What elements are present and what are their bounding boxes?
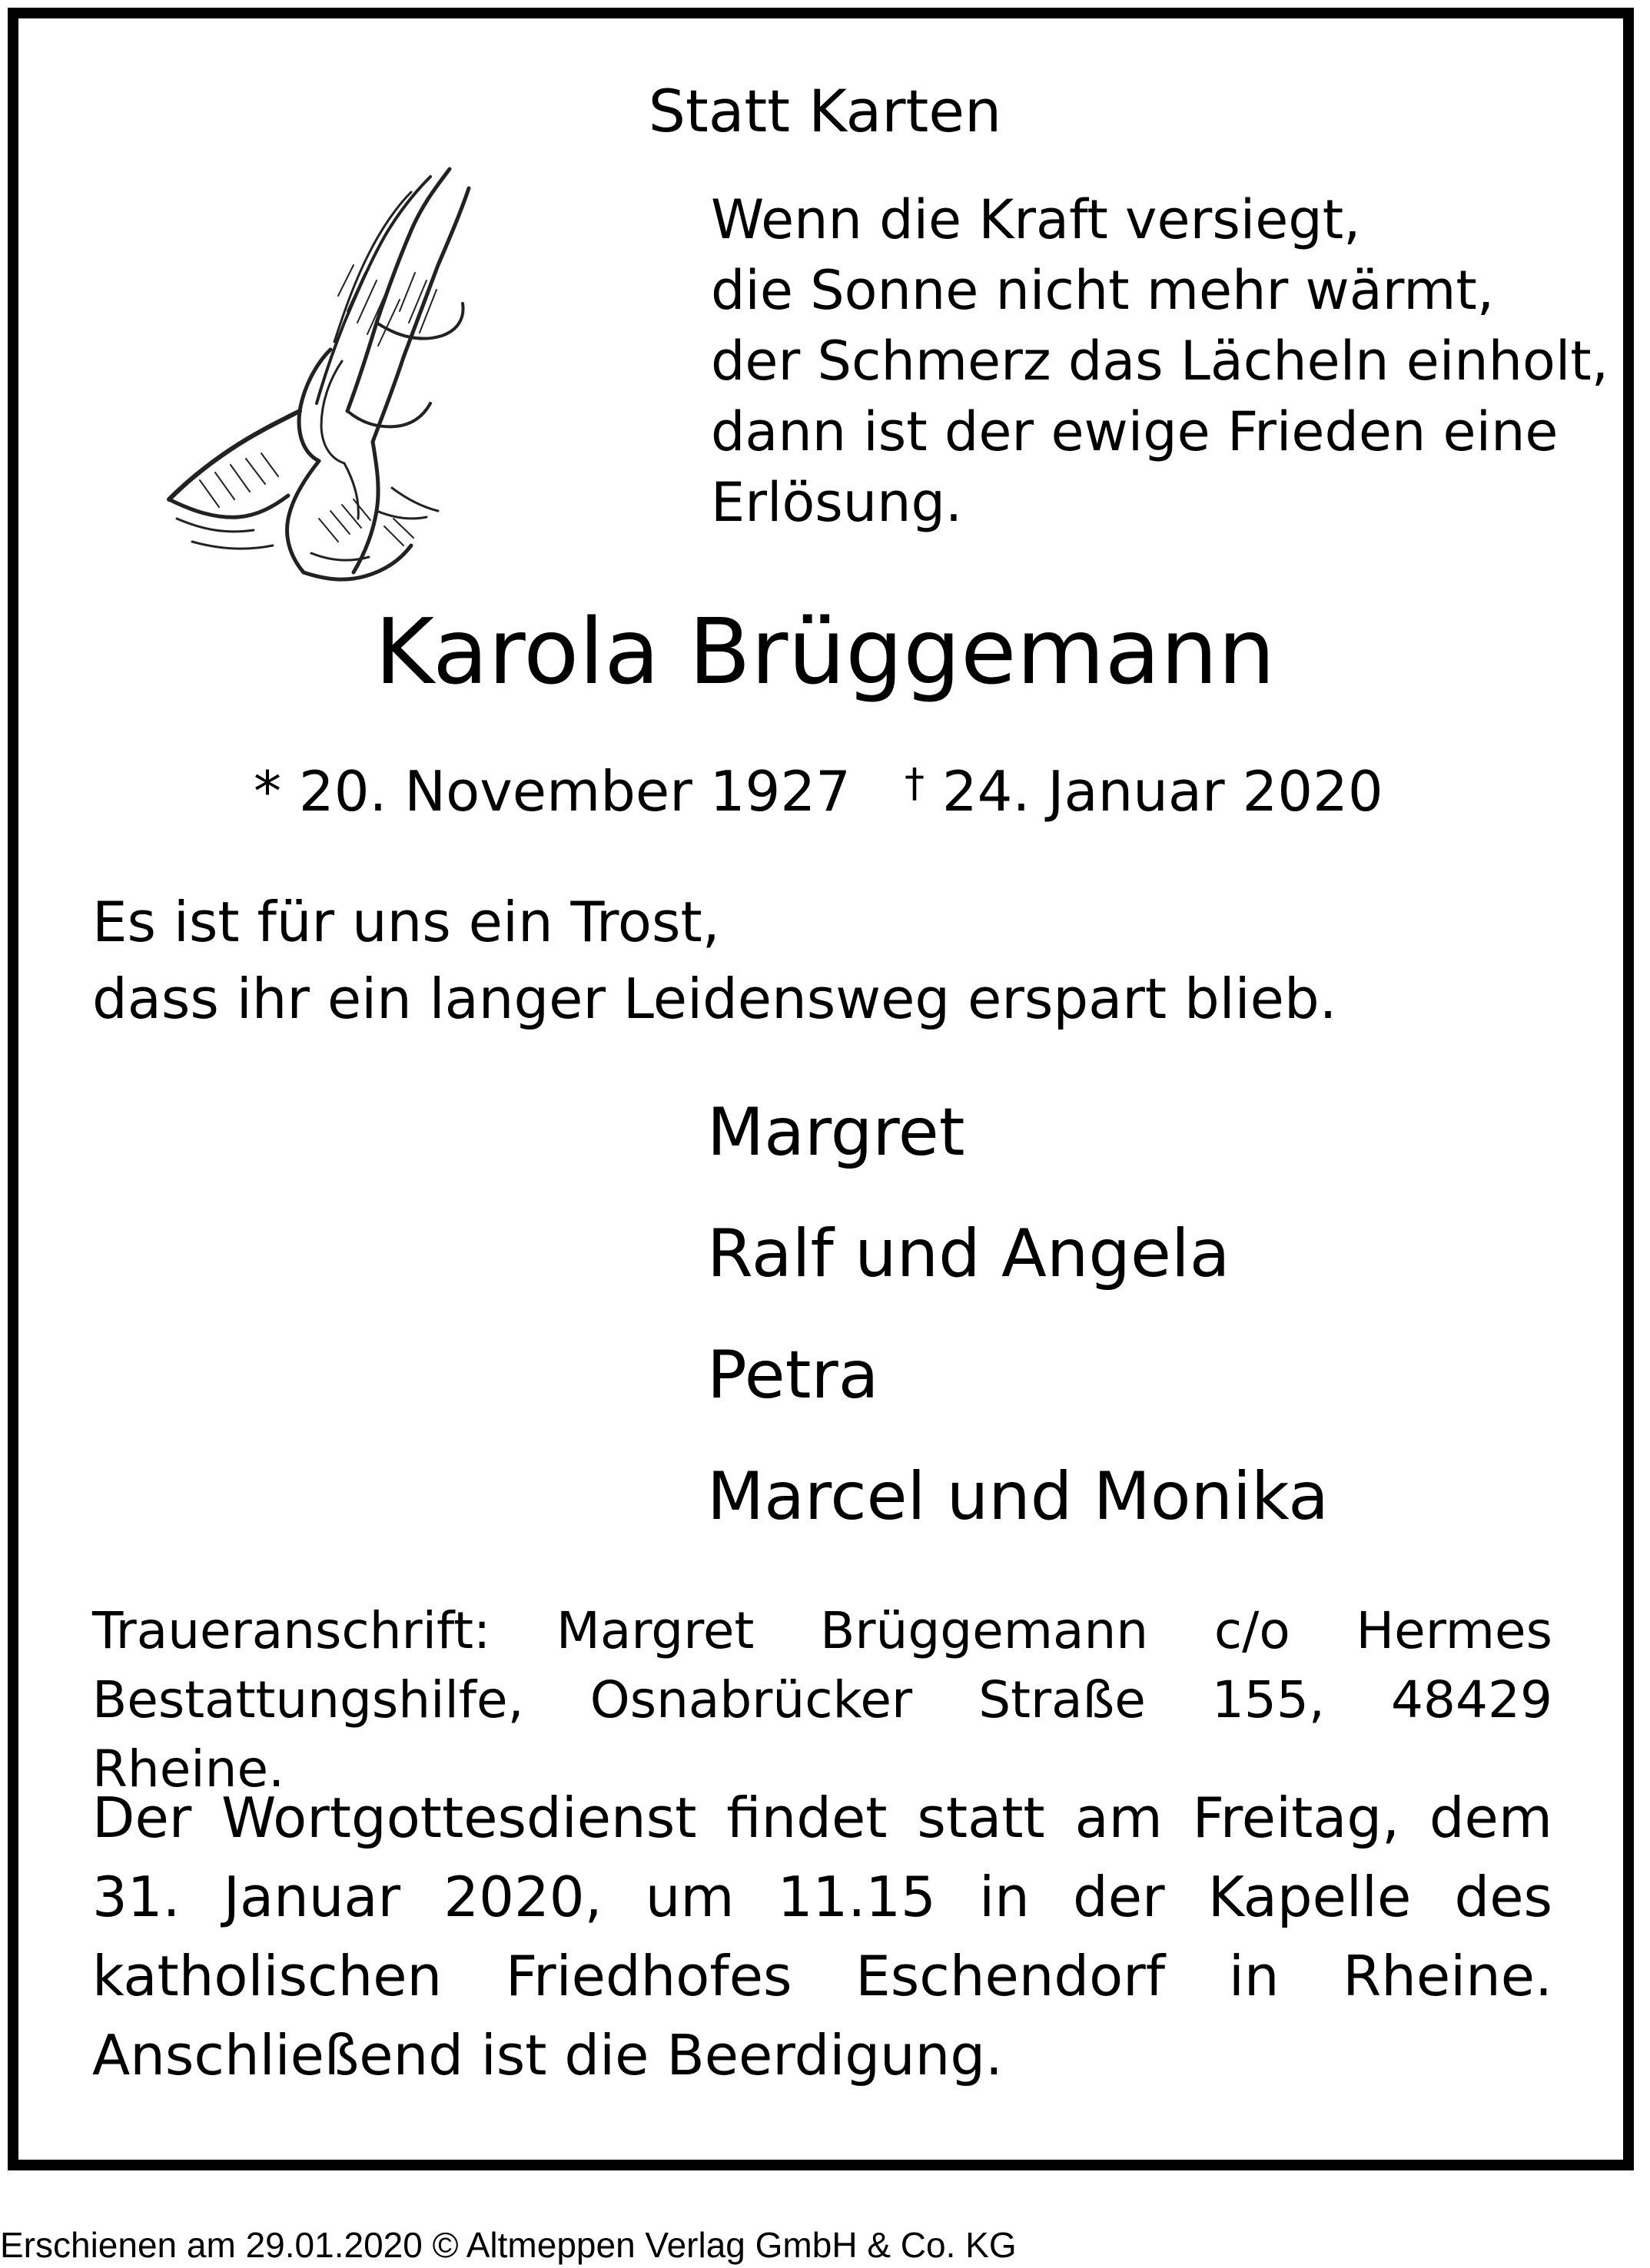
mourner-name: Ralf und Angela (707, 1215, 1230, 1292)
poem-line: Erlösung. (711, 471, 963, 534)
mourner-name: Marcel und Monika (707, 1458, 1329, 1535)
poem-line: Wenn die Kraft versiegt, (711, 188, 1361, 251)
mourners-list (707, 1091, 1329, 1577)
consolation-line: Es ist für uns ein Trost, (92, 890, 720, 954)
poem-line: dann ist der ewige Frieden eine (711, 400, 1559, 463)
statt-karten-heading: Statt Karten (648, 77, 1002, 145)
mourning-address: Traueranschrift: Margret Brüggemann c/o Hermes Bestattungshilfe, Osnabrücker Straße 155, 48429 Rheine. (92, 1601, 1552, 1799)
publication-footer: Erschienen am 29.01.2020 © Altmeppen Verlag GmbH & Co. KG (0, 2225, 1017, 2265)
consolation-line: dass ihr ein langer Leidensweg erspart blieb. (92, 967, 1337, 1031)
deceased-name: Karola Brüggemann (374, 598, 1276, 705)
birth-date: * 20. November 1927 (254, 759, 851, 824)
mourner-name: Margret (707, 1094, 965, 1171)
consolation-text (92, 884, 1337, 1037)
poem-line: der Schmerz das Lächeln einholt, (711, 330, 1609, 393)
death-date: 24. Januar 2020 (941, 759, 1383, 824)
poem (711, 184, 1609, 538)
cross-icon: † (904, 761, 925, 807)
praying-hands-icon (146, 158, 507, 595)
service-info: Der Wortgottesdienst findet statt am Freitag, dem 31. Januar 2020, um 11.15 in der Kapelle des katholischen Friedhofes Eschendorf in Rheine. Anschließend ist die Beerdigung. (92, 1786, 1552, 2087)
mourner-name: Petra (707, 1337, 879, 1414)
life-dates (254, 749, 1383, 826)
poem-line: die Sonne nicht mehr wärmt, (711, 259, 1495, 322)
